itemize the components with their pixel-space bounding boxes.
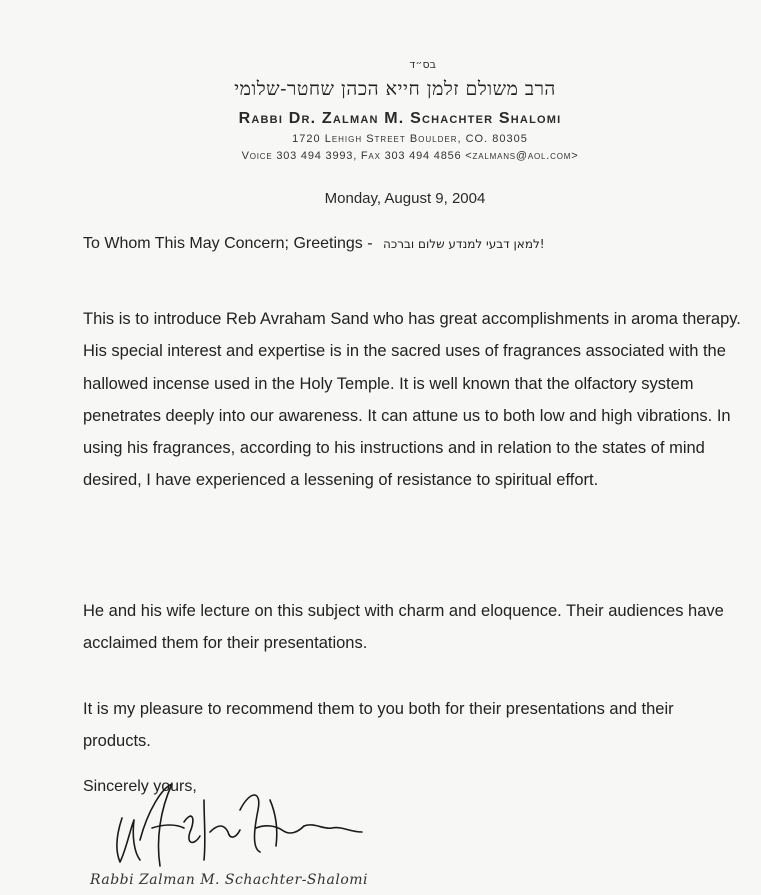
- greeting-english: To Whom This May Concern; Greetings -: [83, 235, 373, 252]
- handwritten-signature: [100, 770, 380, 870]
- body-paragraph-3: It is my pleasure to recommend them to you both for their presentations and their products.: [83, 700, 674, 751]
- sender-address: 1720 Lehigh Street Boulder, CO. 80305: [292, 133, 528, 145]
- hebrew-name: הרב משולם זלמן חייא הכהן שחטר-שלומי: [234, 78, 556, 100]
- signature-name: Rabbi Zalman M. Schachter-Shalomi: [90, 872, 369, 888]
- body-paragraph-2: He and his wife lecture on this subject with charm and eloquence. Their audiences have acclaimed them for their presentations.: [83, 602, 724, 653]
- closing: Sincerely yours,: [83, 778, 197, 795]
- greeting-hebrew: !למאן דבעי למנדע שלום וברכה: [383, 237, 545, 251]
- sender-name: Rabbi Dr. Zalman M. Schachter Shalomi: [238, 110, 562, 127]
- body-paragraph-1: This is to introduce Reb Avraham Sand who has great accomplishments in aroma therapy. His special interest and expertise is in the sacred uses of fragrances associated with the hallowed incense used in the Holy Temple. It is well known that the olfactory system penetrates deeply into our awareness. It can attune us to both low and high vibrations. In using his fragrances, according to his instructions and in relation to the states of mind desired, I have experienced a lessening of resistance to spiritual effort.: [83, 310, 741, 490]
- greeting: [83, 235, 743, 253]
- sender-contact: Voice 303 494 3993, Fax 303 494 4856 <zalmans@aol.com>: [241, 150, 579, 162]
- bsd-heading: בס״ד: [409, 58, 436, 71]
- letter-date: Monday, August 9, 2004: [324, 190, 486, 207]
